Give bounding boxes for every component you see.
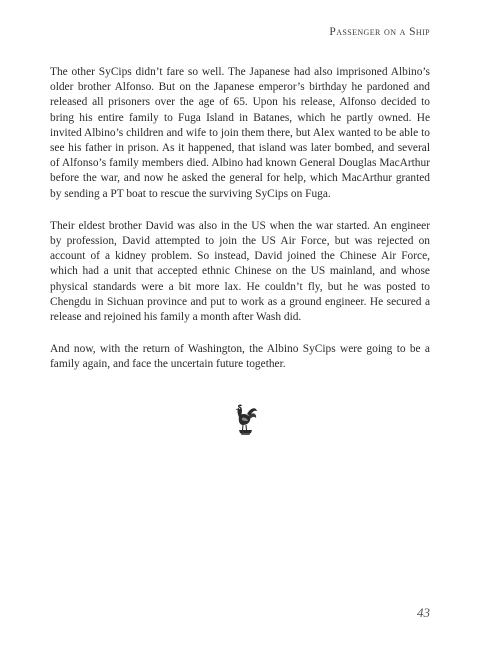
paragraph-3: And now, with the return of Washington, the Albino SyCips were going to be a family again, and face the uncertain future together. [50,343,430,371]
rooster-ornament-icon [234,402,258,436]
running-head: Passenger on a Ship [329,26,430,38]
body-text [50,65,430,390]
paragraph-2: Their eldest brother David was also in the US when the war started. An engineer by profession, David attempted to join the US Air Force, but was rejected on account of a kidney problem. So instead, David joined the Chinese Air Force, which had a unit that accepted ethnic Chinese on the US mainland, and whose physical standards were a bit more lax. He couldn’t fly, but he was posted to Chengdu in Sichuan province and put to work as a ground engineer. He secured a release and rejoined his family a month after Wash did. [50,219,430,324]
page-number: 43 [417,605,430,620]
paragraph-1: The other SyCips didn’t fare so well. The Japanese had also imprisoned Albino’s older brother Alfonso. But on the Japanese emperor’s birthday he pardoned and released all prisoners over the age of 65. Upon his release, Alfonso decided to bring his entire family to Fuga Island in Batanes, which he partly owned. He invited Albino’s children and wife to join them there, but Alex wanted to be able to see his father in prison. As it happened, that island was later bombed, and several of Alfonso’s family members died. Albino had known General Douglas MacArthur before the war, and now he asked the general for help, which MacArthur granted by sending a PT boat to rescue the surviving SyCips on Fuga. [50,66,430,200]
